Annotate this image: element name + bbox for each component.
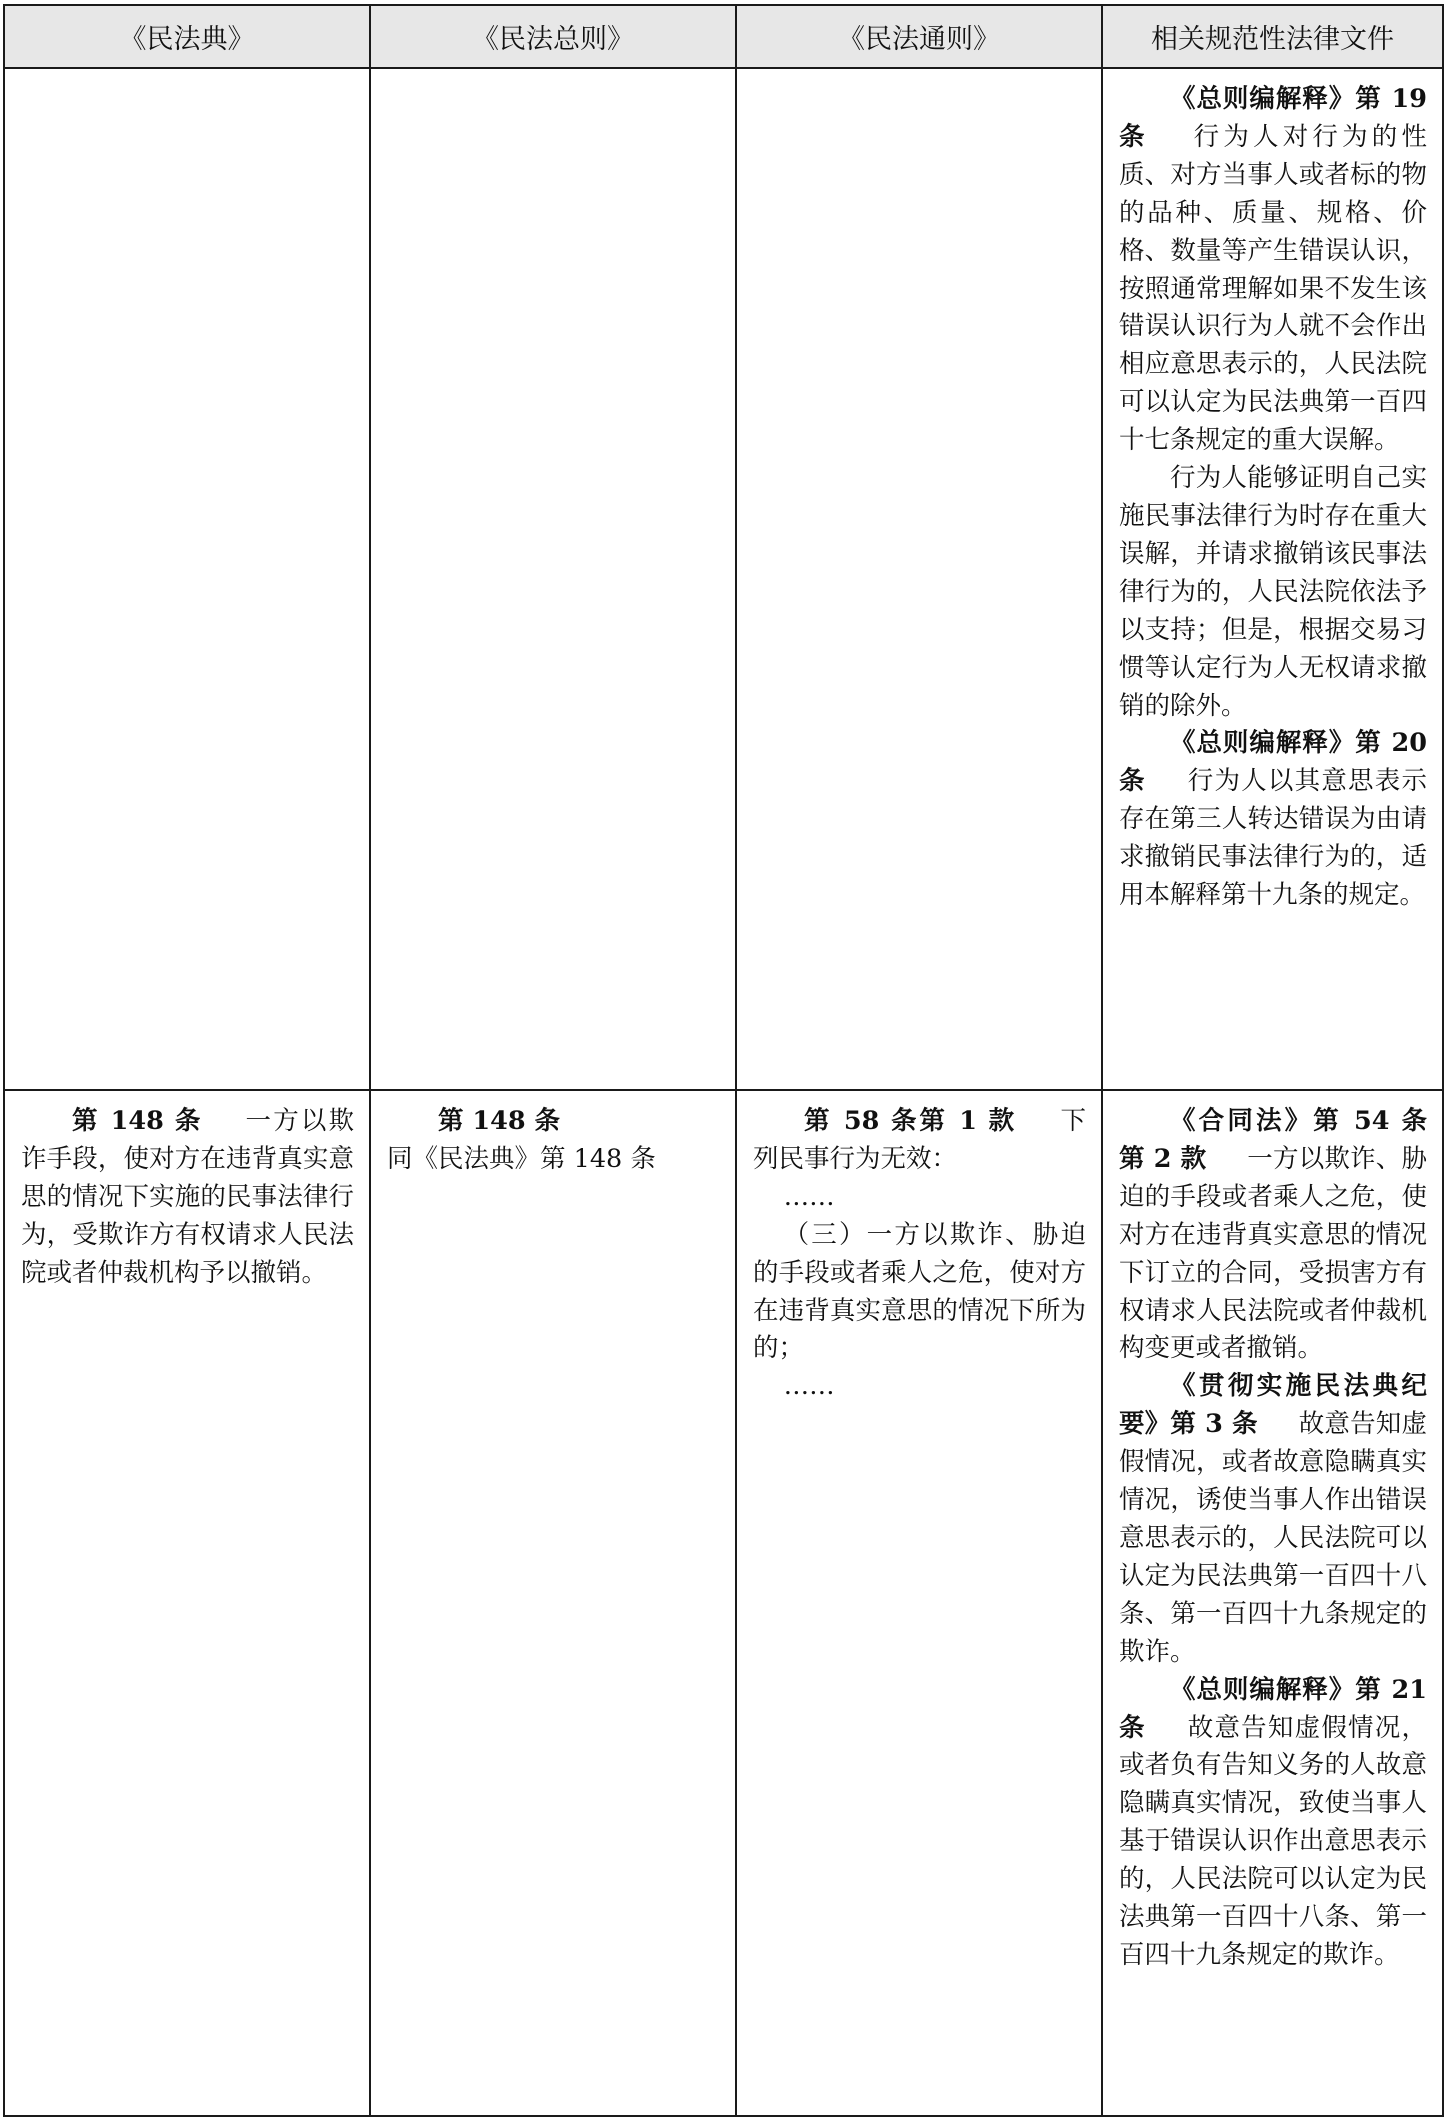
cell-general-provisions-empty (370, 68, 736, 1090)
ellipsis: …… (783, 1371, 835, 1402)
article-heading: 第 148 条 (438, 1106, 560, 1136)
paragraph (1119, 1672, 1427, 1975)
article-heading: 《合同法》第 54 条第 2 款 (1119, 1106, 1427, 1174)
cell-civil-code-empty (4, 68, 370, 1090)
ellipsis: …… (783, 1181, 835, 1212)
list-item: （三）一方以欺诈、胁迫的手段或者乘人之危，使对方在违背真实意思的情况下所为的； (753, 1219, 1086, 1364)
paragraph (1119, 1103, 1427, 1368)
article-text: 故意告知虚假情况，或者负有告知义务的人故意隐瞒真实情况，致使当事人基于错误认识作出意思表示的，人民法院可以认定为民法典第一百四十八条、第一百四十九条规定的欺诈。 (1119, 1712, 1427, 1970)
cell-related-documents (1102, 1090, 1443, 2116)
article-heading: 《总则编解释》第 19 条 (1119, 84, 1427, 152)
law-comparison-table (3, 4, 1444, 2117)
header-general-provisions: 《民法总则》 (370, 5, 736, 68)
article-text: 一方以欺诈手段，使对方在违背真实意思的情况下实施的民事法律行为，受欺诈方有权请求人民法院或者仲裁机构予以撤销。 (21, 1106, 354, 1288)
paragraph (1119, 81, 1427, 460)
article-text: 行为人对行为的性质、对方当事人或者标的物的品种、质量、规格、价格、数量等产生错误认识，按照通常理解如果不发生该错误认识行为人就不会作出相应意思表示的，人民法院可以认定为民法典第一百四十七条规定的重大误解。 (1119, 121, 1427, 456)
header-general-principles: 《民法通则》 (736, 5, 1102, 68)
cell-civil-code (4, 1090, 370, 2116)
cell-general-principles-empty (736, 68, 1102, 1090)
paragraph (21, 1103, 354, 1293)
article-heading: 《贯彻实施民法典纪要》第 3 条 (1119, 1371, 1427, 1440)
paragraph (1119, 725, 1427, 915)
paragraph (753, 1103, 1086, 1179)
article-text: 行为人能够证明自己实施民事法律行为时存在重大误解，并请求撤销该民事法律行为的，人民法院依法予以支持；但是，根据交易习惯等认定行为人无权请求撤销的除外。 (1119, 463, 1427, 721)
article-text: 下列民事行为无效： (753, 1106, 1086, 1174)
article-heading: 第 148 条 (72, 1106, 203, 1136)
paragraph (1119, 1368, 1427, 1671)
header-row (4, 5, 1443, 68)
article-text: 故意告知虚假情况，或者故意隐瞒真实情况，诱使当事人作出错误意思表示的，人民法院可以认定为民法典第一百四十八条、第一百四十九条规定的欺诈。 (1119, 1409, 1427, 1667)
cell-general-principles (736, 1090, 1102, 2116)
article-heading: 《总则编解释》第 20 条 (1119, 728, 1427, 797)
cell-related-documents (1102, 68, 1443, 1090)
article-heading: 第 58 条第 1 款 (804, 1106, 1017, 1136)
table-row (4, 68, 1443, 1090)
table-row (4, 1090, 1443, 2116)
article-text: 一方以欺诈、胁迫的手段或者乘人之危，使对方在违背真实意思的情况下订立的合同，受损害方有权请求人民法院或者仲裁机构变更或者撤销。 (1119, 1143, 1427, 1364)
cell-general-provisions (370, 1090, 736, 2116)
article-heading: 《总则编解释》第 21 条 (1119, 1674, 1427, 1743)
article-text: 行为人以其意思表示存在第三人转达错误为由请求撤销民事法律行为的，适用本解释第十九条的规定。 (1119, 766, 1427, 911)
header-civil-code: 《民法典》 (4, 5, 370, 68)
article-text: 同《民法典》第 148 条 (387, 1143, 656, 1174)
header-related-documents: 相关规范性法律文件 (1102, 5, 1443, 68)
